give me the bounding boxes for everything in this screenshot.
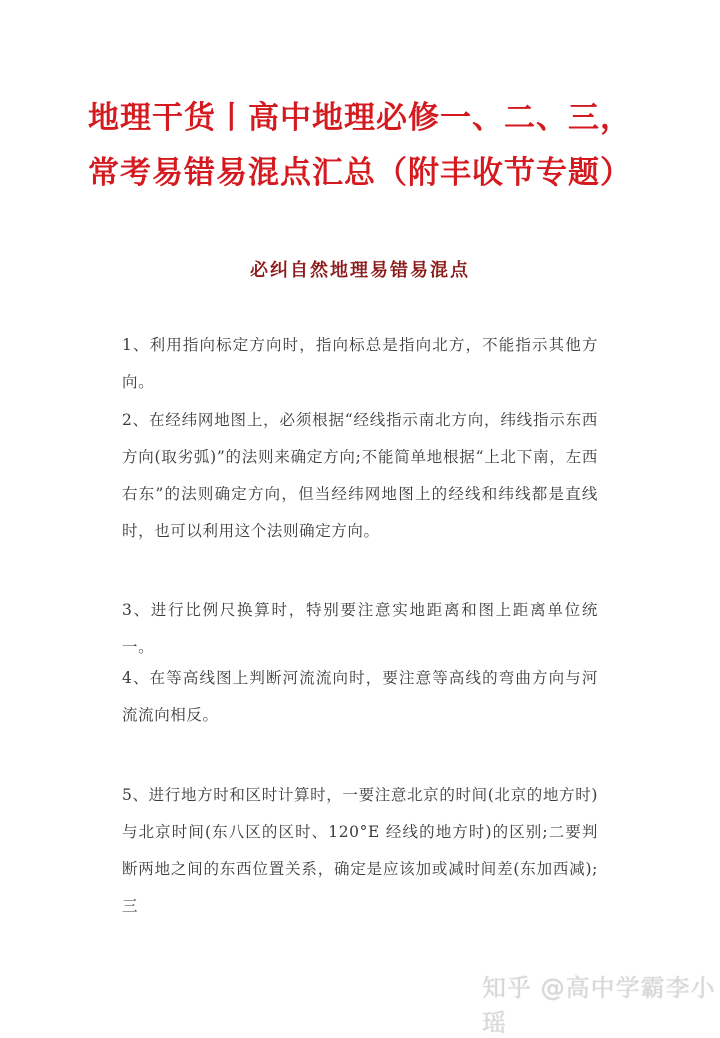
article-title-line-2: 常考易错易混点汇总（附丰收节专题）	[88, 155, 632, 191]
list-item: 3、进行比例尺换算时，特别要注意实地距离和图上距离单位统一。	[122, 601, 598, 656]
list-item: 5、进行地方时和区时计算时，一要注意北京的时间(北京的地方时)与北京时间(东八区的区时、120°E 经线的地方时)的区别;二要判断两地之间的东西位置关系，确定是应该加或减时间差(东加西减);三	[122, 786, 598, 915]
list-item: 1、利用指向标定方向时，指向标总是指向北方，不能指示其他方向。	[122, 336, 598, 391]
list-item: 4、在等高线图上判断河流流向时，要注意等高线的弯曲方向与河流流向相反。	[122, 669, 598, 724]
watermark: 知乎 @高中学霸李小瑶	[482, 974, 716, 1037]
section-heading: 必纠自然地理易错易混点	[250, 260, 470, 281]
article-title-line-1: 地理干货丨高中地理必修一、二、三，	[88, 100, 632, 136]
list-item: 2、在经纬网地图上，必须根据“经线指示南北方向，纬线指示东西方向(取劣弧)”的法则来确定方向;不能简单地根据“上北下南，左西右东”的法则确定方向，但当经纬网地图上的经线和纬线都是直线时，也可以利用这个法则确定方向。	[122, 411, 598, 540]
